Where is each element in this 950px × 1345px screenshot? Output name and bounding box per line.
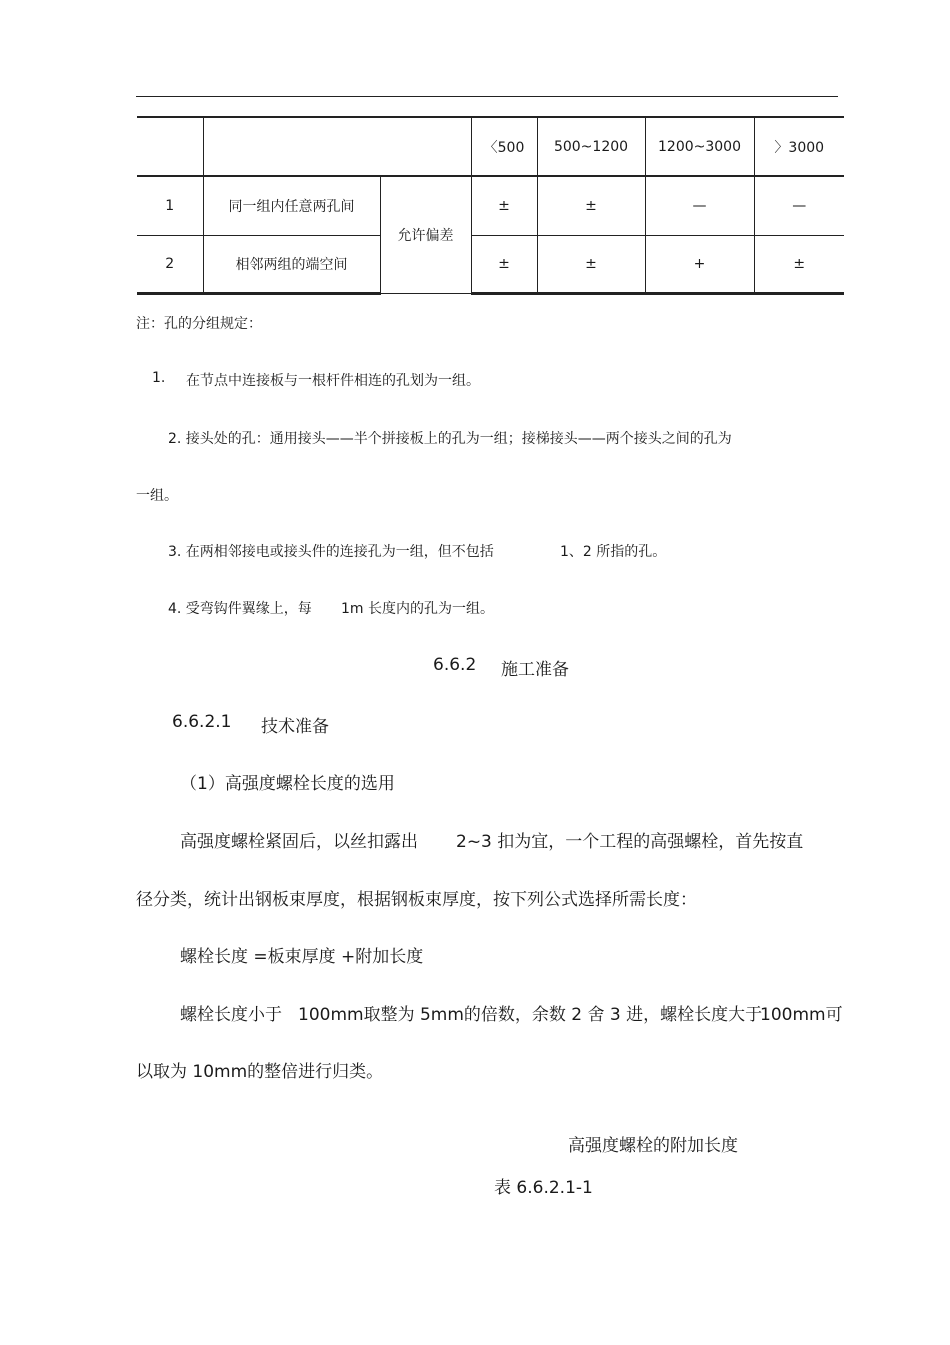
- paragraph-2-start: 螺栓长度小于: [180, 1005, 282, 1025]
- section-number: 6.6.2: [433, 655, 477, 675]
- row-value: ±: [471, 236, 537, 294]
- row-value: —: [645, 176, 754, 236]
- table-header-row: [137, 117, 844, 176]
- note-2-line-1: 2. 接头处的孔：通用接头——半个拼接板上的孔为一组；接梯接头——两个接头之间的孔为: [168, 431, 732, 447]
- header-cell-500-1200: 500~1200: [537, 117, 645, 176]
- note-3-text-end: 1、2 所指的孔。: [560, 544, 667, 560]
- notes-title: 注：孔的分组规定：: [136, 316, 262, 332]
- note-4-text: 4. 受弯钩件翼缘上，每: [168, 601, 312, 617]
- note-1-number: 1.: [152, 370, 166, 386]
- item-heading: （1）高强度螺栓长度的选用: [180, 774, 395, 794]
- note-1-text: 在节点中连接板与一根杆件相连的孔划为一组。: [186, 373, 480, 389]
- row-value: ±: [471, 176, 537, 236]
- header-cell-gt3000: 〉3000: [754, 117, 844, 176]
- header-cell-1200-3000: 1200~3000: [645, 117, 754, 176]
- row-number: 2: [137, 236, 203, 294]
- tolerance-table: [137, 116, 844, 295]
- row-value: +: [645, 236, 754, 294]
- table-caption-title: 高强度螺栓的附加长度: [568, 1136, 738, 1156]
- table-row: [137, 176, 844, 236]
- row-value: ±: [537, 236, 645, 294]
- row-item: 相邻两组的端空间: [203, 236, 380, 294]
- row-category: 允许偏差: [380, 176, 471, 294]
- paragraph-1-start: 高强度螺栓紧固后，以丝扣露出: [180, 832, 418, 852]
- subsection-number: 6.6.2.1: [172, 712, 232, 732]
- table-row: [137, 236, 844, 294]
- note-4-text-end: 1m 长度内的孔为一组。: [341, 601, 494, 617]
- paragraph-1-line-2: 径分类，统计出钢板束厚度，根据钢板束厚度，按下列公式选择所需长度：: [136, 890, 697, 910]
- header-cell-item: [203, 117, 471, 176]
- header-rule: [136, 96, 838, 97]
- paragraph-2-end: 100mm可: [760, 1005, 843, 1025]
- formula: 螺栓长度 =板束厚度 +附加长度: [180, 947, 424, 967]
- note-2-line-2: 一组。: [136, 488, 178, 504]
- header-cell-lt500: 〈500: [471, 117, 537, 176]
- header-cell-no: [137, 117, 203, 176]
- table-caption-number: 表 6.6.2.1-1: [494, 1178, 593, 1198]
- row-number: 1: [137, 176, 203, 236]
- paragraph-2-middle: 100mm取整为 5mm的倍数，余数 2 舍 3 进，螺栓长度大于: [298, 1005, 763, 1025]
- paragraph-2-line-2: 以取为 10mm的整倍进行归类。: [136, 1062, 384, 1082]
- paragraph-1-end: 2~3 扣为宜，一个工程的高强螺栓，首先按直: [456, 832, 804, 852]
- subsection-title: 技术准备: [261, 717, 329, 737]
- row-value: ±: [754, 236, 844, 294]
- row-value: ±: [537, 176, 645, 236]
- row-item: 同一组内任意两孔间: [203, 176, 380, 236]
- row-value: —: [754, 176, 844, 236]
- section-title: 施工准备: [501, 660, 569, 680]
- note-3-text: 3. 在两相邻接电或接头件的连接孔为一组，但不包括: [168, 544, 494, 560]
